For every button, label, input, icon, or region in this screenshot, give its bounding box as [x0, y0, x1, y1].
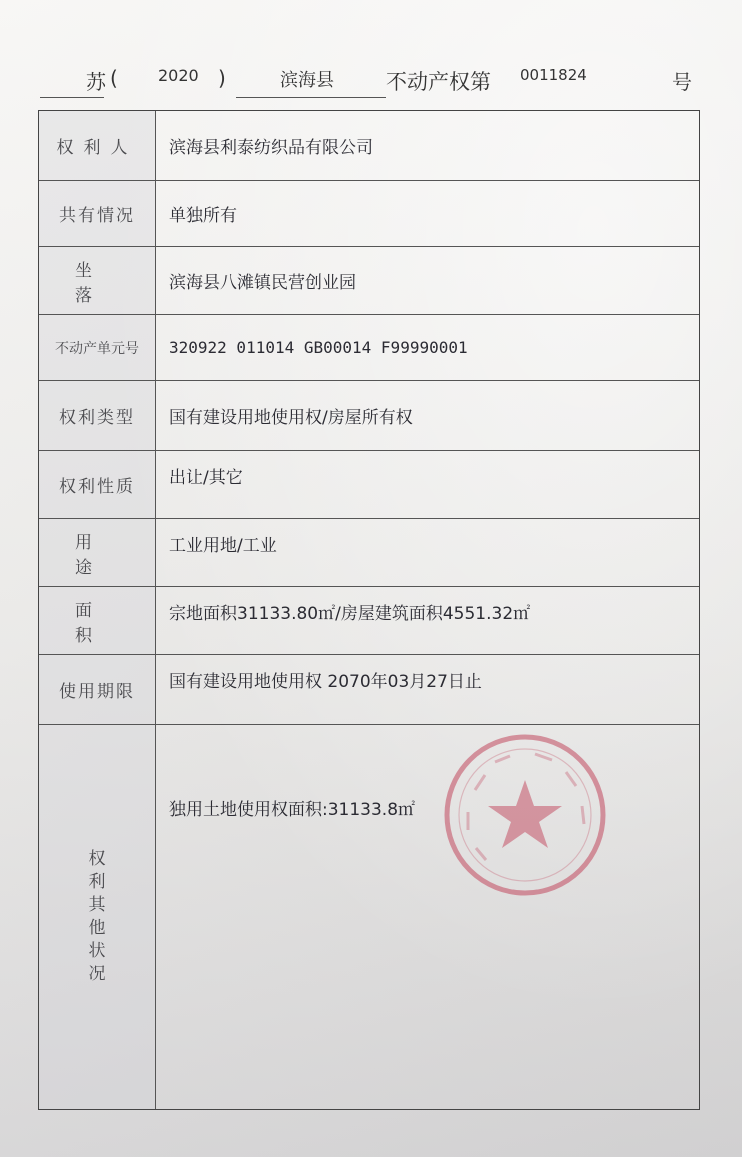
row-label: 权利类型 — [39, 381, 156, 450]
county-name: 滨海县 — [280, 70, 334, 91]
row-value: 出让/其它 — [169, 468, 243, 488]
label-char: 况 — [88, 964, 106, 984]
row-value: 滨海县利泰纺织品有限公司 — [169, 138, 373, 158]
table-row-location — [39, 247, 699, 315]
table-row-rights-type — [39, 381, 699, 451]
row-value: 宗地面积31133.80㎡/房屋建筑面积4551.32㎡ — [169, 604, 531, 624]
certificate-header — [40, 62, 710, 102]
header-underline — [40, 97, 104, 98]
row-label — [39, 725, 156, 1109]
row-label: 坐落 — [39, 247, 156, 314]
province-abbr: 苏 — [86, 70, 106, 94]
row-label: 权利人 — [39, 111, 156, 180]
row-label: 使用期限 — [39, 655, 156, 724]
table-row-area — [39, 587, 699, 655]
row-value: 滨海县八滩镇民营创业园 — [169, 273, 356, 293]
label-char: 利 — [88, 872, 106, 892]
table-row-unit-number — [39, 315, 699, 381]
row-value: 国有建设用地使用权/房屋所有权 — [169, 408, 413, 428]
row-value: 320922 011014 GB00014 F99990001 — [169, 338, 468, 357]
close-paren: ) — [218, 66, 226, 90]
table-row-usage — [39, 519, 699, 587]
table-row-rights-holder — [39, 111, 699, 181]
row-value: 国有建设用地使用权 2070年03月27日止 — [169, 672, 482, 692]
cert-year: 2020 — [158, 66, 199, 85]
table-row-term — [39, 655, 699, 725]
company-seal-icon — [440, 730, 610, 900]
row-label: 权利性质 — [39, 451, 156, 518]
cert-type: 不动产权第 — [386, 70, 491, 94]
label-char: 状 — [88, 941, 106, 961]
property-rights-table — [38, 110, 700, 1110]
row-value: 单独所有 — [169, 206, 237, 226]
row-label: 用途 — [39, 519, 156, 586]
row-value: 独用土地使用权面积:31133.8㎡ — [169, 800, 416, 820]
table-row-co-ownership — [39, 181, 699, 247]
label-char: 他 — [88, 918, 106, 938]
row-label: 面积 — [39, 587, 156, 654]
label-char: 权 — [88, 849, 106, 869]
row-label: 共有情况 — [39, 181, 156, 246]
cert-suffix: 号 — [672, 70, 692, 94]
cert-number: 0011824 — [520, 66, 587, 84]
table-row-rights-nature — [39, 451, 699, 519]
row-value: 工业用地/工业 — [169, 536, 277, 556]
open-paren: ( — [110, 66, 118, 90]
header-underline — [236, 97, 386, 98]
row-label: 不动产单元号 — [39, 315, 156, 380]
label-char: 其 — [88, 895, 106, 915]
